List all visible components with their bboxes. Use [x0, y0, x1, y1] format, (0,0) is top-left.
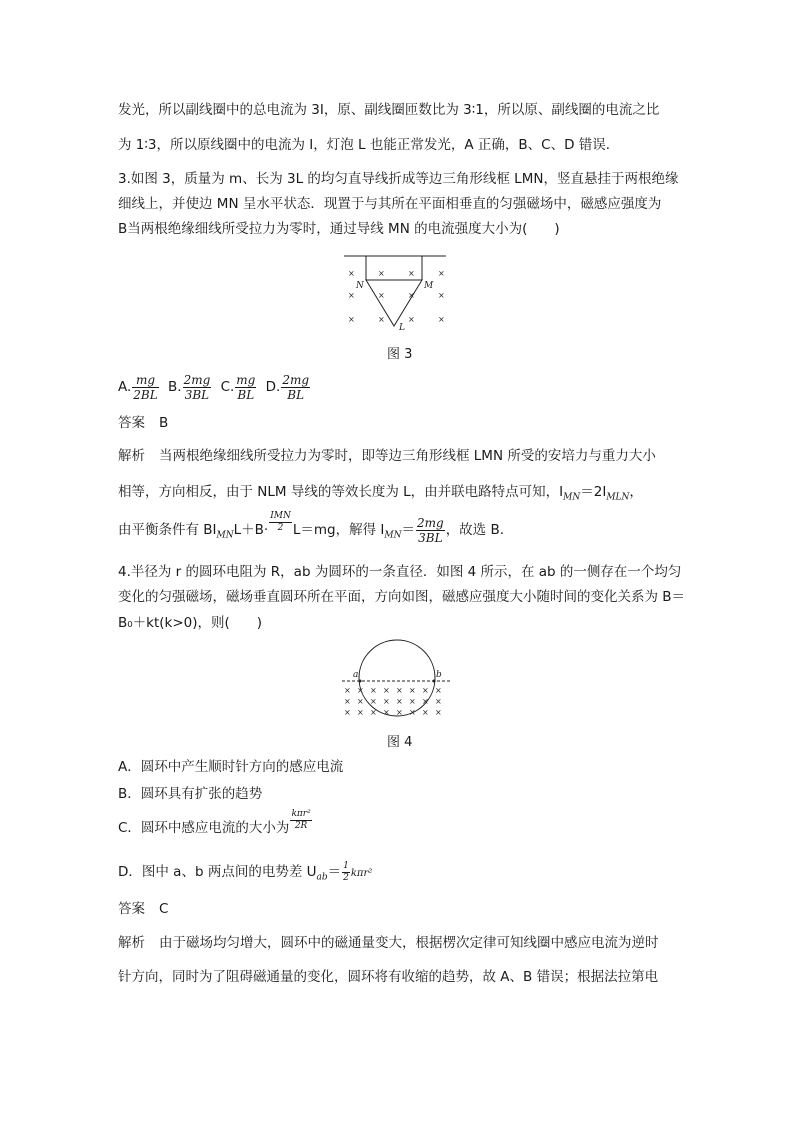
cross-mark: ×	[370, 686, 377, 695]
analysis-label: 解析	[118, 448, 145, 464]
cross-mark: ×	[408, 269, 415, 278]
magnetic-field-crosses	[348, 269, 445, 324]
label-n: N	[356, 281, 364, 291]
cross-mark: ×	[383, 697, 390, 706]
cross-mark: ×	[422, 697, 429, 706]
cross-mark: ×	[435, 708, 442, 717]
cross-mark: ×	[396, 708, 403, 717]
cross-mark: ×	[357, 708, 364, 717]
cross-mark: ×	[409, 708, 416, 717]
option-a: A. $\frac{mg}{2BL}$	[118, 372, 158, 402]
cross-mark: ×	[409, 686, 416, 695]
cross-mark: ×	[348, 291, 355, 300]
point-a	[359, 680, 362, 683]
cross-mark: ×	[422, 686, 429, 695]
cross-mark: ×	[378, 291, 385, 300]
carry-line-1: 发光，所以副线圈中的总电流为 3I，原、副线圈匝数比为 3∶1，所以原、副线圈的电流之比	[118, 102, 660, 118]
cross-mark: ×	[378, 315, 385, 324]
q3-analysis-line-1: 解析 当两根绝缘细线所受拉力为零时，即等边三角形线框 LMN 所受的安培力与重力大小	[118, 448, 656, 464]
q3-stem-line-1: 3.如图 3，质量为 m、长为 3L 的均匀直导线折成等边三角形线框 LMN，竖直悬挂于两根绝缘	[118, 171, 679, 187]
figure-4-diagram	[340, 638, 455, 723]
q3-options	[118, 372, 311, 402]
option-c: C. $\frac{mg}{BL}$	[220, 372, 256, 402]
q4-stem-line-1: 4.半径为 r 的圆环电阻为 R，ab 为圆环的一条直径．如图 4 所示，在 ab 的一侧存在一个均匀	[118, 564, 682, 580]
cross-mark: ×	[408, 315, 415, 324]
analysis-label: 解析	[118, 935, 145, 951]
answer-label: 答案	[118, 901, 145, 917]
q4-option-c: C．圆环中感应电流的大小为 $\frac{\text{kπr²}}{2R}$	[118, 809, 311, 836]
cross-mark: ×	[348, 315, 355, 324]
cross-mark: ×	[438, 291, 445, 300]
cross-mark: ×	[396, 697, 403, 706]
cross-mark: ×	[378, 269, 385, 278]
cross-mark: ×	[370, 708, 377, 717]
cross-mark: ×	[383, 686, 390, 695]
figure-3-caption: 图 3	[387, 347, 413, 362]
q4-stem-line-3: B₀＋kt(k>0)，则( )	[118, 615, 263, 631]
cross-mark: ×	[344, 697, 351, 706]
q3-equation: 由平衡条件有 $BI_{MN}L+B\cdot$ $\frac{\text{IMN}}{2}$ L＝mg，解得 $I_{MN}=$ $\frac{2mg}{3BL}$ ，故选 B.	[118, 511, 505, 545]
cross-mark: ×	[435, 686, 442, 695]
figure-3-diagram	[340, 250, 450, 332]
cross-mark: ×	[438, 269, 445, 278]
cross-mark: ×	[348, 269, 355, 278]
label-a: a	[353, 670, 359, 680]
label-l: L	[399, 323, 405, 332]
label-b: b	[436, 670, 442, 680]
q4-answer	[118, 900, 168, 918]
q4-option-a: A．圆环中产生顺时针方向的感应电流	[118, 759, 344, 775]
answer-label: 答案	[118, 415, 145, 431]
q4-analysis-line-2: 针方向，同时为了阻碍磁通量的变化，圆环将有收缩的趋势，故 A、B 错误；根据法拉第电	[118, 969, 659, 985]
label-m: M	[424, 281, 434, 291]
cross-mark: ×	[357, 686, 364, 695]
option-d: D. $\frac{2mg}{BL}$	[265, 372, 310, 402]
cross-mark: ×	[409, 697, 416, 706]
option-b: B. $\frac{2mg}{3BL}$	[168, 372, 211, 402]
cross-mark: ×	[422, 708, 429, 717]
cross-mark: ×	[357, 697, 364, 706]
answer-value: B	[159, 415, 169, 431]
q3-stem-line-2: 细线上，并使边 MN 呈水平状态．现置于与其所在平面相垂直的匀强磁场中，磁感应强度为	[118, 196, 662, 212]
cross-mark: ×	[435, 697, 442, 706]
cross-mark: ×	[383, 708, 390, 717]
q3-answer	[118, 414, 168, 432]
cross-mark: ×	[438, 315, 445, 324]
magnetic-field-crosses	[344, 686, 442, 717]
carry-line-2: 为 1∶3，所以原线圈中的电流为 I，灯泡 L 也能正常发光，A 正确，B、C、D 错误．	[118, 137, 620, 153]
cross-mark: ×	[370, 697, 377, 706]
cross-mark: ×	[396, 686, 403, 695]
q3-stem-line-3: B当两根绝缘细线所受拉力为零时，通过导线 MN 的电流强度大小为( )	[118, 221, 560, 237]
q4-option-b: B．圆环具有扩张的趋势	[118, 786, 263, 802]
cross-mark: ×	[408, 291, 415, 300]
q3-analysis-line-2: 相等，方向相反，由于 NLM 导线的等效长度为 L，由并联电路特点可知，$I_{MN}=2I_{MLN}$，	[118, 484, 643, 503]
figure-4-caption: 图 4	[387, 735, 413, 750]
q4-stem-line-2: 变化的匀强磁场，磁场垂直圆环所在平面，方向如图，磁感应强度大小随时间的变化关系为 B＝	[118, 589, 686, 605]
q4-analysis-line-1: 解析 由于磁场均匀增大，圆环中的磁通量变大，根据楞次定律可知线圈中感应电流为逆时	[118, 935, 659, 951]
cross-mark: ×	[344, 708, 351, 717]
cross-mark: ×	[344, 686, 351, 695]
q4-option-d: D．图中 a、b 两点间的电势差 $U_{ab}=$ $\frac{1}{2}$ kπr²	[118, 860, 373, 883]
answer-value: C	[159, 901, 169, 917]
